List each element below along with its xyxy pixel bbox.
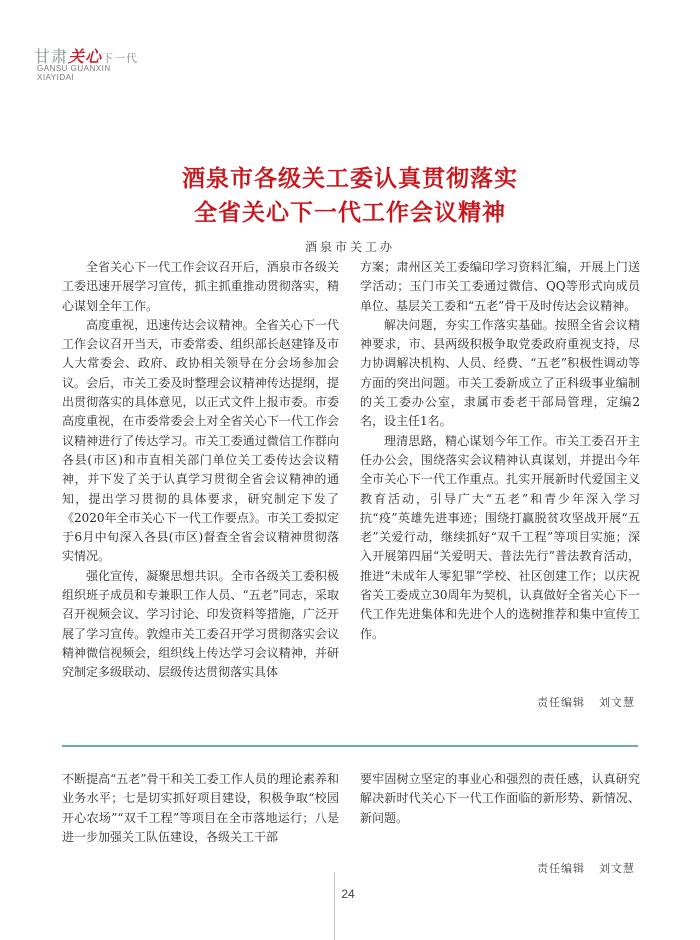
responsible-editor-lower: [537, 860, 635, 876]
article-title-line-2: 全省关心下一代工作会议精神: [194, 200, 506, 226]
paragraph: 解决问题，夯实工作落实基础。按照全省会议精神要求，市、县两级积极争取党委政府重视支持，尽力协调解决机构、人员、经费、“五老”积极性调动等方面的突出问题。市关工委新成立了正科级事业编制的关工委办公室，隶属市委老干部局管理，定编2名，设主任1名。: [360, 317, 640, 429]
responsible-editor: [537, 694, 635, 710]
paragraph: 高度重视，迅速传达会议精神。全省关心下一代工作会议召开当天，市委常委、组织部长赵建锋及市人大常委会、政府、政协相关领导在分会场参加会议。会后，市关工委及时整理会议精神传达提纲，提出贯彻落实的具体意见，以正式文件上报市委。市委高度重视，在市委常委会上对全省关心下一代工作会议精神进行了传达学习。市关工委通过微信工作群向各县(市区)和市直相关部门单位关工委传达会议精神，并下发了关于认真学习贯彻全省会议精神的通知，提出学习贯彻的具体要求，研究制定下发了《2020年全市关心下一代工作要点》。市关工委拟定于6月中旬深入各县(市区)督查全省会议精神贯彻落实情况。: [62, 317, 339, 564]
logo-text-a: 甘肃: [34, 47, 69, 66]
article-title-line-1: 酒泉市各级关工委认真贯彻落实: [182, 166, 518, 192]
page-number: 24: [341, 887, 355, 901]
paragraph: 全省关心下一代工作会议召开后，酒泉市各级关工委迅速开展学习宣传，抓主抓重推动贯彻落实，精心谋划全年工作。: [62, 260, 339, 313]
paragraph-continuation: 要牢固树立坚定的事业心和强烈的责任感，认真研究解决新时代关心下一代工作面临的新形势、新情况、新问题。: [360, 772, 640, 825]
magazine-logo: [34, 44, 164, 94]
paragraph-continuation: 方案；肃州区关工委编印学习资料汇编，开展上门送学活动；玉门市关工委通过微信、QQ等形式向成员单位、基层关工委和“五老”骨干及时传达会议精神。: [360, 260, 640, 313]
lower-column-right: [360, 770, 640, 828]
article-column-left: [62, 258, 339, 683]
editor-label: 责任编辑: [537, 696, 585, 709]
paragraph-continuation: 不断提高“五老”骨干和关工委工作人员的理论素养和业务水平；七是切实抓好项目建设，积极争取“校园开心农场”“双千工程”等项目在全市落地运行；八是进一步加强关工队伍建设，各级关工干部: [62, 772, 339, 844]
editor-name: 刘文慧: [599, 862, 635, 875]
paragraph: 强化宣传，凝聚思想共识。全市各级关工委积极组织班子成员和专兼职工作人员、“五老”同志，采取召开视频会议、学习讨论、印发资料等措施，广泛开展了学习宣传。敦煌市关工委召开学习贯彻落实会议精神微信视频会，组织线上传达学习会议精神，并研究制定多级联动、层级传达贯彻落实具体: [62, 568, 339, 680]
article-column-right: [360, 258, 640, 644]
editor-name: 刘文慧: [599, 696, 635, 709]
logo-text-c: 下一代: [102, 52, 139, 65]
logo-text-b: 关心: [68, 47, 103, 66]
lower-column-left: [62, 770, 339, 847]
logo-english: GANSU GUANXIN XIAYIDAI: [37, 64, 111, 82]
editor-label: 责任编辑: [537, 862, 585, 875]
section-divider: [62, 745, 638, 747]
article-author: 酒泉市关工办: [304, 240, 395, 254]
paragraph: 理清思路，精心谋划今年工作。市关工委召开主任办公会，围绕落实会议精神认真谋划，并提出今年全市关心下一代工作重点。扎实开展新时代爱国主义教育活动，引导广大“五老”和青少年深入学习抗“疫”英雄先进事迹；围绕打赢脱贫攻坚战开展“五老”关爱行动，继续抓好“双千工程”等项目实施；深入开展第四届“关爱明天、普法先行”普法教育活动，推进“未成年人零犯罪”学校、社区创建工作；以庆祝省关工委成立30周年为契机，认真做好全省关心下一代工作先进集体和先进个人的选树推荐和集中宣传工作。: [360, 433, 640, 641]
page-number-rule: [334, 872, 335, 940]
